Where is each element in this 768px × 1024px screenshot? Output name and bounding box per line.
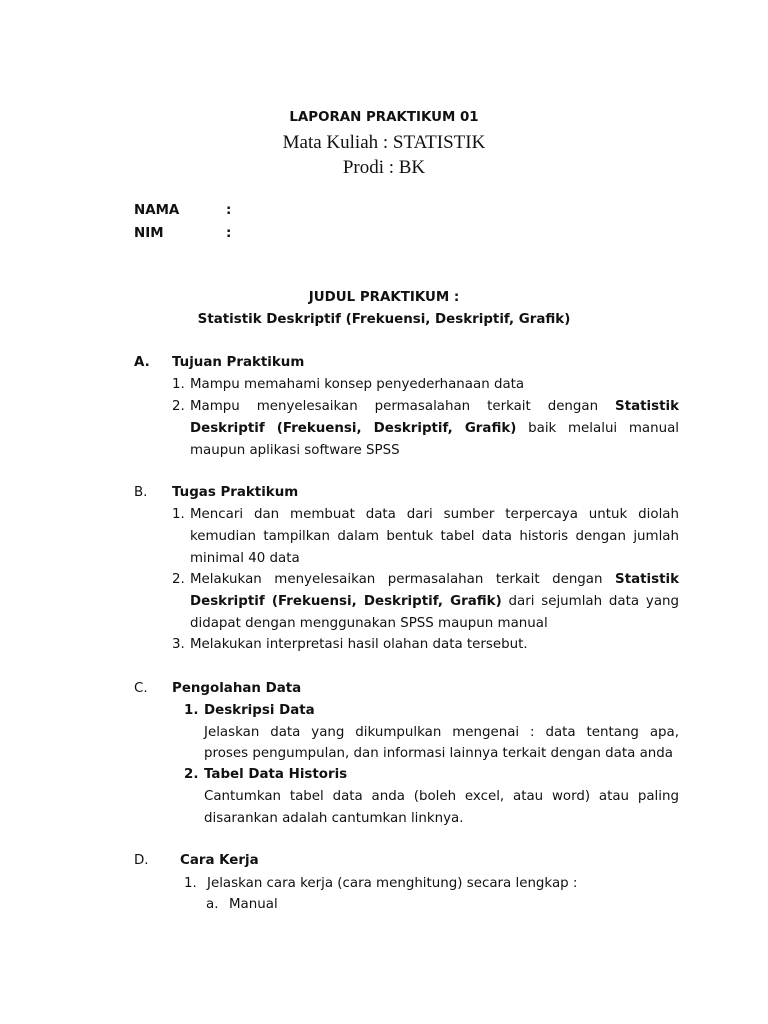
section-c-heading: Pengolahan Data	[172, 681, 302, 696]
section-c-sub2-title: Tabel Data Historis	[204, 767, 348, 782]
section-d-heading: Cara Kerja	[180, 853, 259, 868]
report-title: LAPORAN PRAKTIKUM 01	[289, 110, 479, 125]
name-colon: :	[226, 203, 232, 218]
judul-label: JUDUL PRAKTIKUM :	[308, 290, 460, 305]
section-a-item2-num: 2.	[172, 399, 185, 414]
course-title: Mata Kuliah : STATISTIK	[282, 132, 486, 153]
section-b-letter: B.	[134, 485, 148, 500]
nim-colon: :	[226, 226, 232, 241]
section-a-item1-num: 1.	[172, 377, 185, 392]
name-label: NAMA	[134, 203, 180, 218]
section-c-sub2-line1: Cantumkan tabel data anda (boleh excel, atau word) atau paling	[204, 789, 679, 804]
item2-bold: Statistik	[615, 399, 679, 414]
section-a-letter: A.	[134, 355, 150, 370]
section-b-item3-num: 3.	[172, 637, 185, 652]
item2-text: Melakukan menyelesaikan permasalahan terkait dengan	[190, 572, 603, 587]
section-b-item3-text: Melakukan interpretasi hasil olahan data tersebut.	[190, 637, 528, 652]
section-b-item1-line2: kemudian tampilkan dalam bentuk tabel data historis dengan jumlah	[190, 529, 679, 544]
item2-bold: Deskriptif (Frekuensi, Deskriptif, Grafik)	[190, 594, 502, 609]
section-d-sub-a-letter: a.	[206, 897, 219, 912]
section-b-item2-num: 2.	[172, 572, 185, 587]
section-b-item1-line3: minimal 40 data	[190, 551, 300, 566]
section-a-item2-line1	[190, 399, 679, 414]
section-c-letter: C.	[134, 681, 148, 696]
section-c-sub2-line2: disarankan adalah cantumkan linknya.	[204, 811, 464, 826]
item2-bold: Deskriptif (Frekuensi, Deskriptif, Grafik)	[190, 421, 517, 436]
section-c-sub1-title: Deskripsi Data	[204, 703, 315, 718]
section-a-item2-line3: maupun aplikasi software SPSS	[190, 443, 400, 458]
section-b-item2-line3: didapat dengan menggunakan SPSS maupun manual	[190, 616, 548, 631]
section-a-item1-text: Mampu memahami konsep penyederhanaan data	[190, 377, 525, 392]
section-d-item1-num: 1.	[184, 876, 197, 891]
section-b-item1-num: 1.	[172, 507, 185, 522]
section-c-sub1-line1: Jelaskan data yang dikumpulkan mengenai : data tentang apa,	[204, 725, 679, 740]
judul-title: Statistik Deskriptif (Frekuensi, Deskriptif, Grafik)	[197, 312, 571, 327]
section-d-letter: D.	[134, 853, 149, 868]
section-b-item1-line1: Mencari dan membuat data dari sumber terpercaya untuk diolah	[190, 507, 679, 522]
section-d-sub-a-text: Manual	[229, 897, 278, 912]
section-c-sub1-line2: proses pengumpulan, dan informasi lainnya terkait dengan data anda	[204, 746, 673, 761]
item2-text: baik melalui manual	[528, 421, 679, 436]
item2-text: dari sejumlah data yang	[508, 594, 680, 609]
section-b-item2-line1	[190, 572, 679, 587]
section-b-heading: Tugas Praktikum	[172, 485, 299, 500]
section-c-sub2-num: 2.	[184, 767, 199, 782]
section-c-sub1-num: 1.	[184, 703, 199, 718]
nim-label: NIM	[134, 226, 164, 241]
item2-bold: Statistik	[615, 572, 679, 587]
section-a-item2-line2	[190, 421, 679, 436]
section-a-heading: Tujuan Praktikum	[172, 355, 305, 370]
program-title: Prodi : BK	[342, 157, 426, 178]
item2-text: Mampu menyelesaikan permasalahan terkait dengan	[190, 399, 599, 414]
section-b-item2-line2	[190, 594, 679, 609]
section-d-item1-text: Jelaskan cara kerja (cara menghitung) secara lengkap :	[207, 876, 578, 891]
